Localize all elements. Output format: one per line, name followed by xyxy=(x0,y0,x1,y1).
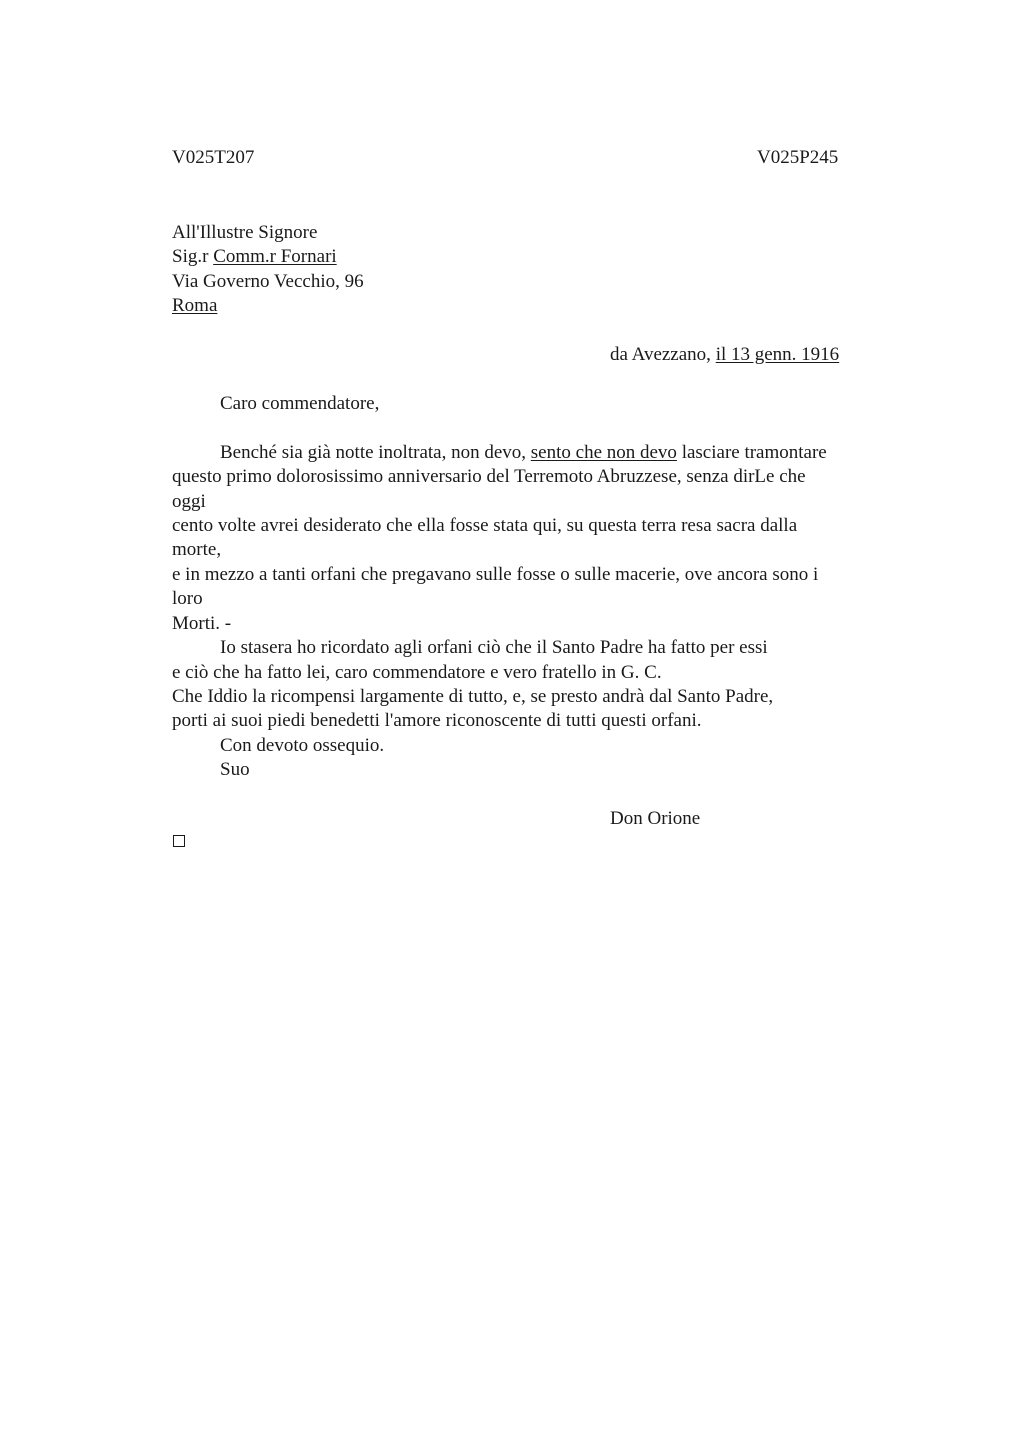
address-name: Comm.r Fornari xyxy=(213,246,337,267)
body-line-7: loro xyxy=(172,588,203,609)
body-line-1-underlined: sento che non devo xyxy=(530,442,677,463)
body-line-14: Suo xyxy=(220,759,250,780)
body-line-5: morte, xyxy=(172,539,222,560)
address-line-4: Roma xyxy=(172,295,218,316)
header-left-code: V025T207 xyxy=(172,147,255,168)
body-line-2: questo primo dolorosissimo anniversario del Terremoto Abruzzese, senza dirLe che xyxy=(172,466,806,487)
body-line-1a: Benché sia già notte inoltrata, non devo, xyxy=(220,442,527,463)
body-line-1b: lasciare tramontare xyxy=(681,442,827,463)
dateline-prefix: da Avezzano, xyxy=(610,344,711,365)
salutation: Caro commendatore, xyxy=(220,393,380,414)
body-line-10: e ciò che ha fatto lei, caro commendatore e vero fratello in G. C. xyxy=(172,662,662,683)
body-line-12: porti ai suoi piedi benedetti l'amore riconoscente di tutti questi orfani. xyxy=(172,710,702,731)
address-line-2 xyxy=(172,245,337,269)
body-line-4: cento volte avrei desiderato che ella fosse stata qui, su questa terra resa sacra dalla xyxy=(172,515,798,536)
body-line-6: e in mezzo a tanti orfani che pregavano sulle fosse o sulle macerie, ove ancora sono i xyxy=(172,564,819,585)
body-line-9: Io stasera ho ricordato agli orfani ciò che il Santo Padre ha fatto per essi xyxy=(220,637,768,658)
address-line-1: All'Illustre Signore xyxy=(172,222,318,243)
body-line-13: Con devoto ossequio. xyxy=(220,735,385,756)
header-right-code: V025P245 xyxy=(757,147,839,168)
body-line-1 xyxy=(220,441,827,465)
dateline-date: il 13 genn. 1916 xyxy=(715,344,840,365)
address-line-3: Via Governo Vecchio, 96 xyxy=(172,271,364,292)
body-line-8: Morti. - xyxy=(172,613,232,634)
signature: Don Orione xyxy=(610,808,701,829)
body-line-3: oggi xyxy=(172,491,206,512)
dateline xyxy=(610,343,839,367)
body-line-11: Che Iddio la ricompensi largamente di tutto, e, se presto andrà dal Santo Padre, xyxy=(172,686,774,707)
empty-square-icon xyxy=(173,835,185,847)
address-title: Sig.r xyxy=(172,246,209,267)
